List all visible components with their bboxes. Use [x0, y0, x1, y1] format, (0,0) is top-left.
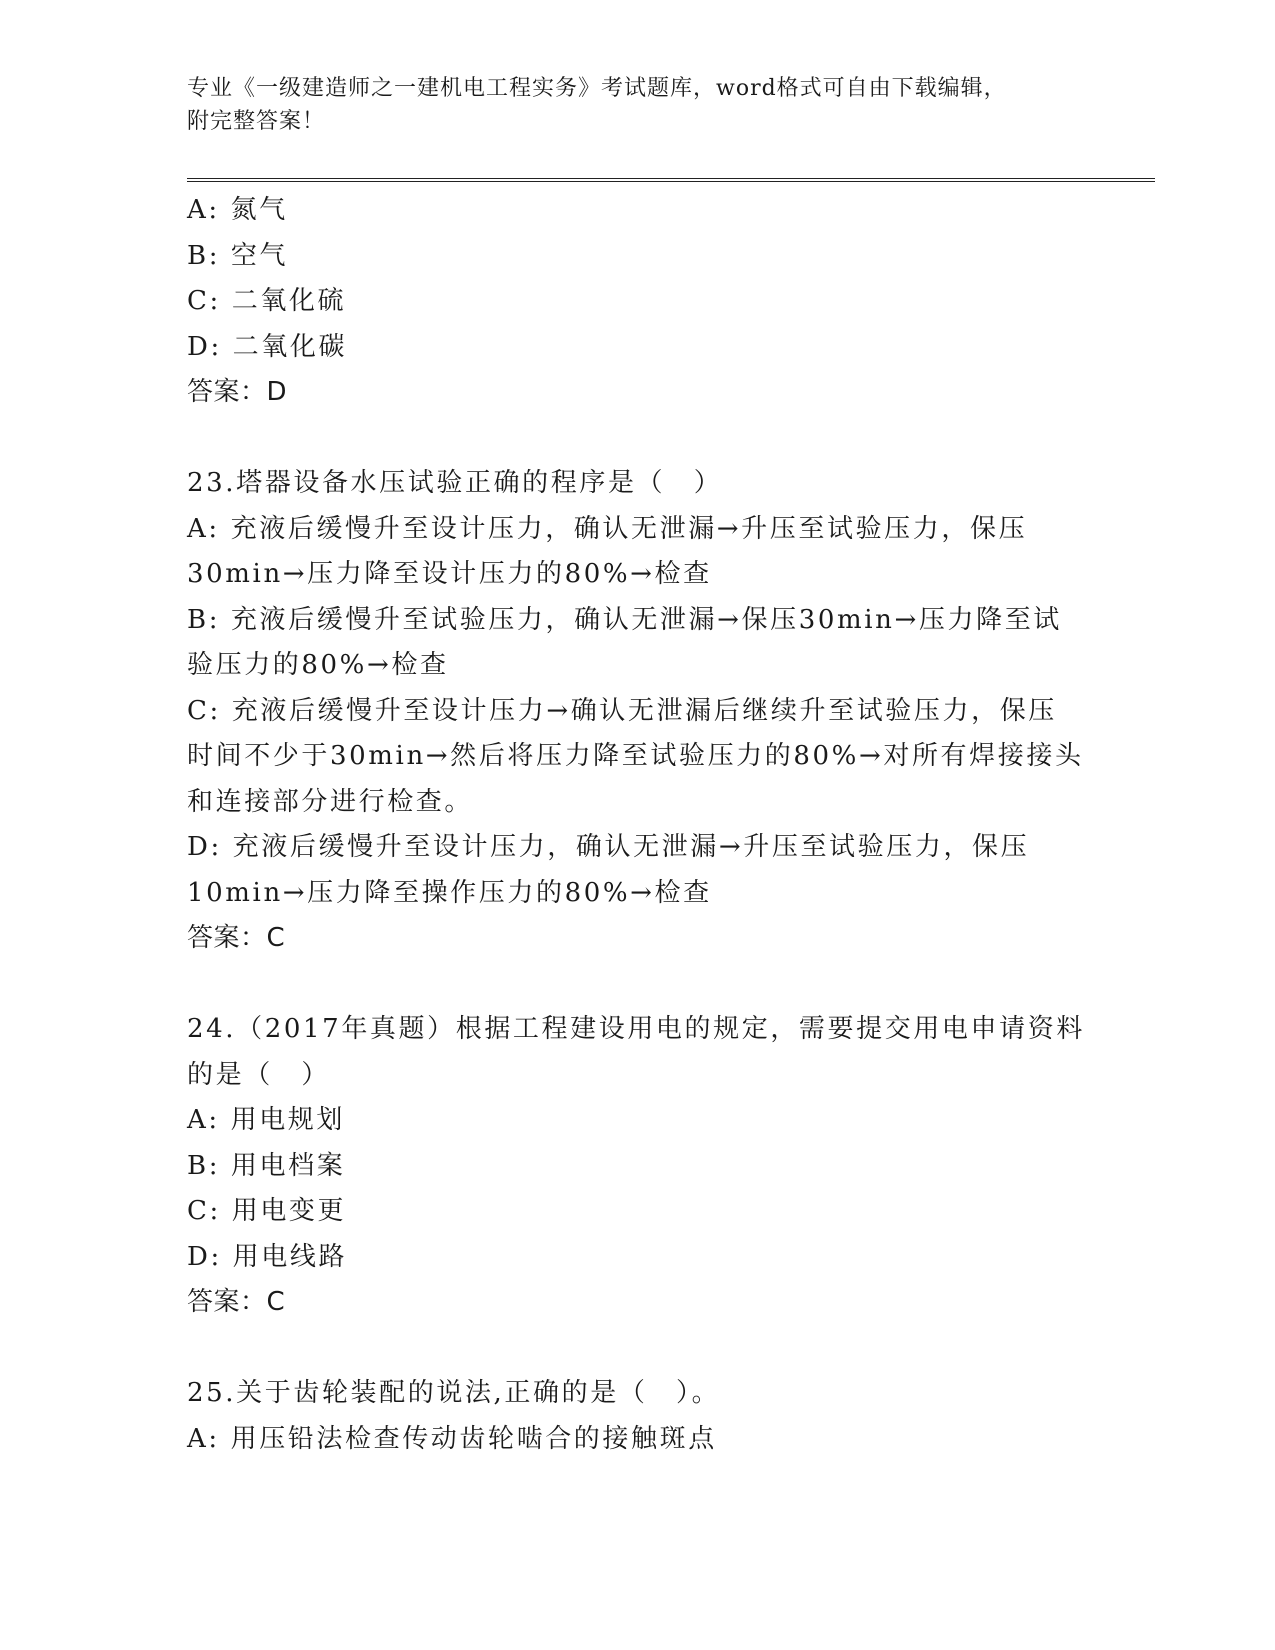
spacer — [187, 962, 1087, 1008]
option-a-line-1: A: 充液后缓慢升至设计压力，确认无泄漏→升压至试验压力，保压 — [187, 513, 1028, 544]
question-stem: 25.关于齿轮装配的说法,正确的是（ ）。 — [187, 1378, 721, 1408]
spacer — [187, 1326, 1087, 1372]
option-d: D: 二氧化碳 — [187, 331, 348, 362]
question-block-22 — [187, 188, 1087, 416]
question-stem-line-2: 的是（ ） — [187, 1059, 331, 1090]
question-content — [187, 188, 1087, 1462]
option-a: A: 用电规划 — [187, 1105, 346, 1135]
question-stem-line-1: 24.（2017年真题）根据工程建设用电的规定，需要提交用电申请资料 — [187, 1014, 1085, 1044]
option-b-line-2: 验压力的80%→检查 — [187, 650, 449, 680]
answer-line: 答案：C — [187, 923, 286, 953]
header-line-2: 附完整答案！ — [187, 109, 326, 134]
option-c-line-2: 时间不少于30min→然后将压力降至试验压力的80%→对所有焊接接头 — [187, 741, 1084, 771]
option-a: A: 氮气 — [187, 195, 288, 225]
option-c-line-3: 和连接部分进行检查。 — [187, 786, 474, 817]
option-c-line-1: C: 充液后缓慢升至设计压力→确认无泄漏后继续升至试验压力，保压 — [187, 695, 1057, 726]
spacer — [187, 416, 1087, 462]
header-double-rule — [187, 178, 1155, 182]
question-stem: 23.塔器设备水压试验正确的程序是（ ） — [187, 468, 723, 498]
option-a: A: 用压铅法检查传动齿轮啮合的接触斑点 — [187, 1423, 717, 1454]
option-d: D: 用电线路 — [187, 1241, 348, 1272]
option-d-line-2: 10min→压力降至操作压力的80%→检查 — [187, 877, 712, 908]
option-c: C: 二氧化硫 — [187, 286, 347, 316]
question-block-25 — [187, 1371, 1087, 1462]
question-block-23 — [187, 461, 1087, 962]
header-line-1: 专业《一级建造师之一建机电工程实务》考试题库，word格式可自由下载编辑， — [187, 76, 1007, 101]
document-header — [187, 72, 1117, 138]
option-b: B: 空气 — [187, 240, 289, 271]
option-a-line-2: 30min→压力降至设计压力的80%→检查 — [187, 559, 712, 589]
question-block-24 — [187, 1007, 1087, 1326]
option-d-line-1: D: 充液后缓慢升至设计压力，确认无泄漏→升压至试验压力，保压 — [187, 832, 1030, 862]
option-b: B: 用电档案 — [187, 1150, 346, 1181]
answer-line: 答案：C — [187, 1287, 286, 1317]
option-c: C: 用电变更 — [187, 1196, 347, 1226]
option-b-line-1: B: 充液后缓慢升至试验压力，确认无泄漏→保压30min→压力降至试 — [187, 604, 1062, 635]
answer-line: 答案：D — [187, 377, 288, 407]
